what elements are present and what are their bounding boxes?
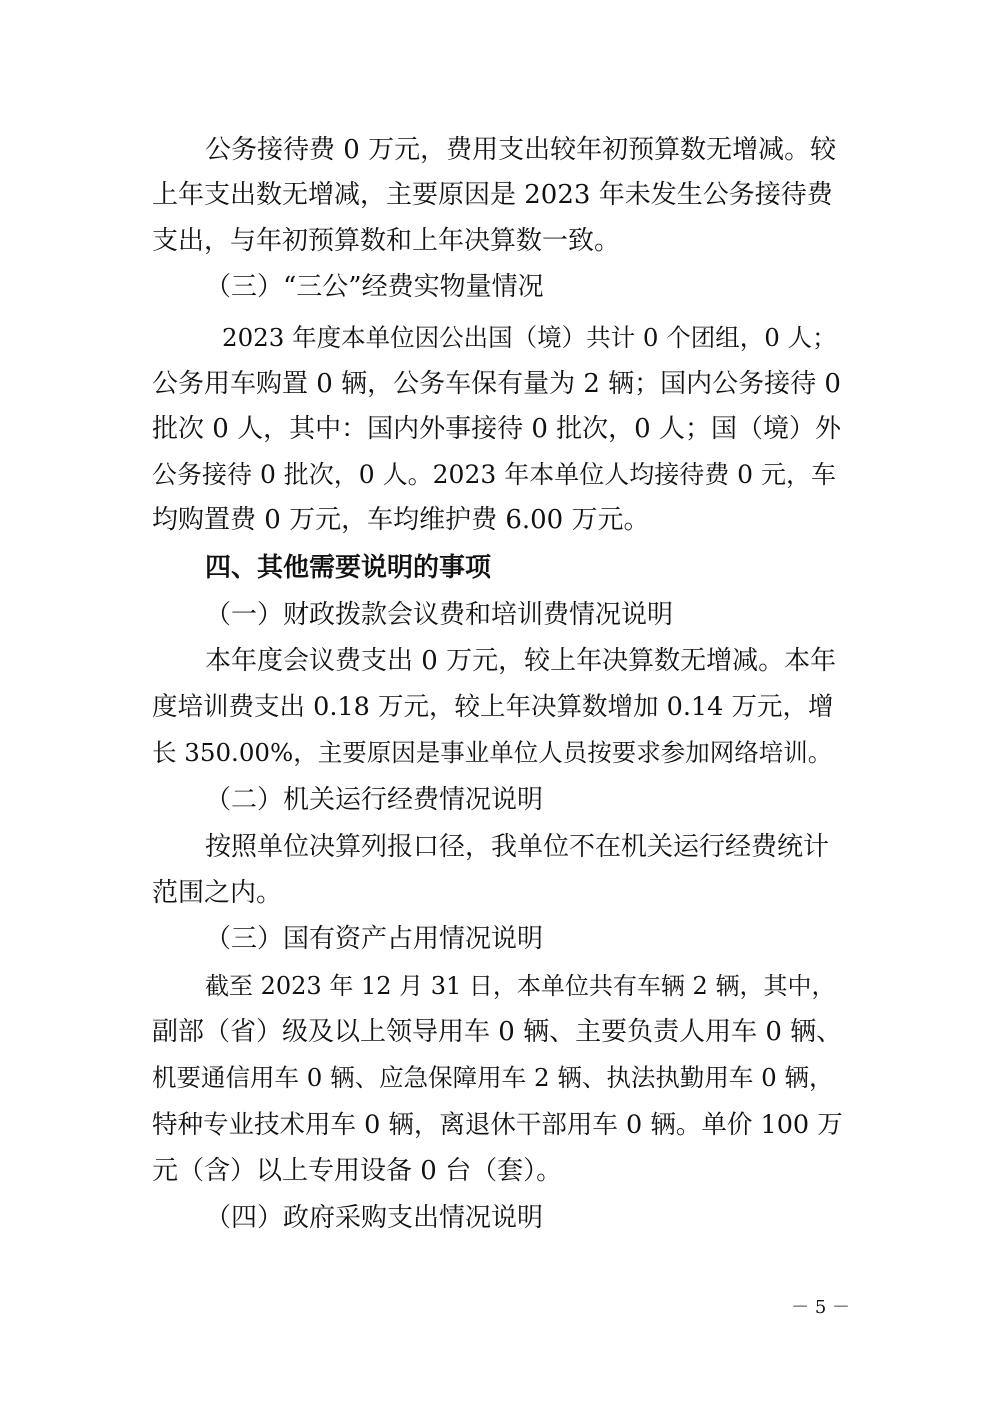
section-heading: （三）“三公”经费实物量情况: [205, 272, 544, 302]
paragraph-line: 机要通信用车 0 辆、应急保障用车 2 辆、执法执勤用车 0 辆，: [152, 1063, 834, 1092]
paragraph-line: 支出，与年初预算数和上年决算数一致。: [152, 226, 621, 256]
paragraph-line: 均购置费 0 万元，车均维护费 6.00 万元。: [152, 505, 650, 535]
section-heading: （二）机关运行经费情况说明: [205, 785, 544, 815]
section-heading: （三）国有资产占用情况说明: [205, 924, 544, 954]
paragraph-line: 长 350.00%，主要原因是事业单位人员按要求参加网络培训。: [152, 738, 833, 767]
paragraph-line: 范围之内。: [152, 878, 283, 908]
section-heading: （一）财政拨款会议费和培训费情况说明: [205, 600, 674, 630]
paragraph-line: 本年度会议费支出 0 万元，较上年决算数无增减。本年: [205, 646, 837, 676]
paragraph-line: 按照单位决算列报口径，我单位不在机关运行经费统计: [205, 832, 830, 862]
paragraph-line: 截至 2023 年 12 月 31 日，本单位共有车辆 2 辆，其中，: [205, 972, 836, 1000]
section-heading: （四）政府采购支出情况说明: [205, 1203, 544, 1233]
paragraph-line: 特种专业技术用车 0 辆，离退休干部用车 0 辆。单价 100 万: [152, 1110, 843, 1140]
paragraph-line: 2023 年度本单位因公出国（境）共计 0 个团组，0 人；: [222, 323, 837, 352]
paragraph-line: 批次 0 人，其中：国内外事接待 0 批次，0 人；国（境）外: [152, 414, 841, 444]
paragraph-line: 公务接待 0 批次，0 人。2023 年本单位人均接待费 0 元，车: [152, 460, 837, 489]
paragraph-line: 公务用车购置 0 辆，公务车保有量为 2 辆；国内公务接待 0: [152, 369, 841, 399]
page-number: － 5 －: [791, 1297, 850, 1318]
paragraph-line: 上年支出数无增减，主要原因是 2023 年未发生公务接待费: [152, 180, 833, 210]
paragraph-line: 元（含）以上专用设备 0 台（套）。: [152, 1156, 563, 1186]
chapter-heading: 四、其他需要说明的事项: [205, 553, 492, 583]
paragraph-line: 度培训费支出 0.18 万元，较上年决算数增加 0.14 万元，增: [152, 692, 834, 722]
paragraph-line: 公务接待费 0 万元，费用支出较年初预算数无增减。较: [205, 135, 837, 165]
paragraph-line: 副部（省）级及以上领导用车 0 辆、主要负责人用车 0 辆、: [152, 1017, 843, 1047]
